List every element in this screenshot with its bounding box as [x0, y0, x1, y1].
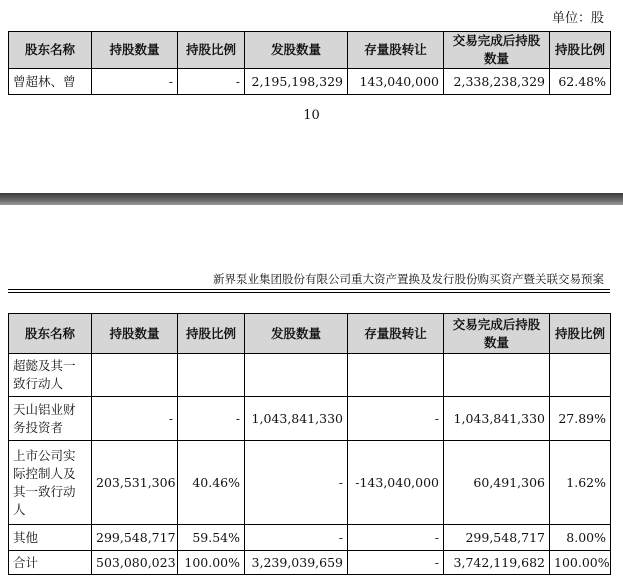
- cell-shares-held: -: [92, 397, 178, 441]
- cell-holding-ratio: -: [178, 69, 245, 95]
- table-row-total: [9, 551, 611, 575]
- cell-shares-held: -: [92, 69, 178, 95]
- cell-share-transfer: -: [348, 551, 444, 575]
- cell-shares-issued: 1,043,841,330: [245, 397, 348, 441]
- cell-share-transfer: [348, 354, 444, 397]
- shareholding-table-top: [8, 31, 611, 95]
- shareholding-table-bottom: [8, 313, 611, 575]
- cell-shares-issued: 3,239,039,659: [245, 551, 348, 575]
- table-row: [9, 441, 611, 525]
- header-shareholder-name: 股东名称: [9, 32, 92, 69]
- cell-shares-after: 2,338,238,329: [444, 69, 550, 95]
- table-row: [9, 397, 611, 441]
- table-row: [9, 69, 611, 95]
- cell-holding-ratio: 100.00%: [178, 551, 245, 575]
- cell-share-transfer: 143,040,000: [348, 69, 444, 95]
- header-shares-after-transaction: 交易完成后持股数量: [444, 32, 550, 69]
- cell-holding-ratio: [178, 354, 245, 397]
- cell-shareholder-name: 其他: [9, 525, 92, 551]
- header-holding-ratio-after: 持股比例: [550, 314, 611, 354]
- cell-shares-issued: -: [245, 441, 348, 525]
- cell-share-transfer: -: [348, 525, 444, 551]
- table-header-row: [9, 32, 611, 69]
- cell-ratio-after: 27.89%: [550, 397, 611, 441]
- cell-ratio-after: 62.48%: [550, 69, 611, 95]
- header-shares-issued: 发股数量: [245, 32, 348, 69]
- table-row: [9, 525, 611, 551]
- cell-shareholder-name: 上市公司实际控制人及其一致行动人: [9, 441, 92, 525]
- cell-shares-held: [92, 354, 178, 397]
- header-holding-ratio: 持股比例: [178, 32, 245, 69]
- header-holding-ratio-after: 持股比例: [550, 32, 611, 69]
- header-shares-after-transaction: 交易完成后持股数量: [444, 314, 550, 354]
- header-share-transfer: 存量股转让: [348, 314, 444, 354]
- table-row: [9, 354, 611, 397]
- page-separator: [0, 193, 623, 205]
- cell-holding-ratio: 40.46%: [178, 441, 245, 525]
- cell-shares-issued: -: [245, 525, 348, 551]
- header-share-transfer: 存量股转让: [348, 32, 444, 69]
- cell-shares-issued: [245, 354, 348, 397]
- cell-holding-ratio: -: [178, 397, 245, 441]
- cell-shares-held: 503,080,023: [92, 551, 178, 575]
- cell-shares-after: 60,491,306: [444, 441, 550, 525]
- header-rule: [8, 289, 610, 290]
- cell-share-transfer: -143,040,000: [348, 441, 444, 525]
- header-shares-issued: 发股数量: [245, 314, 348, 354]
- header-shares-held: 持股数量: [92, 314, 178, 354]
- cell-share-transfer: -: [348, 397, 444, 441]
- cell-ratio-after: [550, 354, 611, 397]
- header-holding-ratio: 持股比例: [178, 314, 245, 354]
- cell-shares-after: 299,548,717: [444, 525, 550, 551]
- cell-ratio-after: 1.62%: [550, 441, 611, 525]
- cell-shares-after: [444, 354, 550, 397]
- table-header-row: [9, 314, 611, 354]
- cell-shareholder-name: 合计: [9, 551, 92, 575]
- cell-shareholder-name: 天山铝业财务投资者: [9, 397, 92, 441]
- cell-shareholder-name: 曾超林、曾: [9, 69, 92, 95]
- cell-holding-ratio: 59.54%: [178, 525, 245, 551]
- header-shareholder-name: 股东名称: [9, 314, 92, 354]
- cell-ratio-after: 100.00%: [550, 551, 611, 575]
- unit-label: 单位：股: [551, 11, 604, 26]
- header-rule-thin: [8, 292, 610, 293]
- page-number: 10: [303, 108, 320, 123]
- header-shares-held: 持股数量: [92, 32, 178, 69]
- cell-shares-after: 1,043,841,330: [444, 397, 550, 441]
- cell-shares-held: 203,531,306: [92, 441, 178, 525]
- cell-shares-issued: 2,195,198,329: [245, 69, 348, 95]
- cell-shares-after: 3,742,119,682: [444, 551, 550, 575]
- document-header: 新界泵业集团股份有限公司重大资产置换及发行股份购买资产暨关联交易预案: [213, 272, 604, 286]
- cell-shareholder-name: 超懿及其一致行动人: [9, 354, 92, 397]
- cell-ratio-after: 8.00%: [550, 525, 611, 551]
- cell-shares-held: 299,548,717: [92, 525, 178, 551]
